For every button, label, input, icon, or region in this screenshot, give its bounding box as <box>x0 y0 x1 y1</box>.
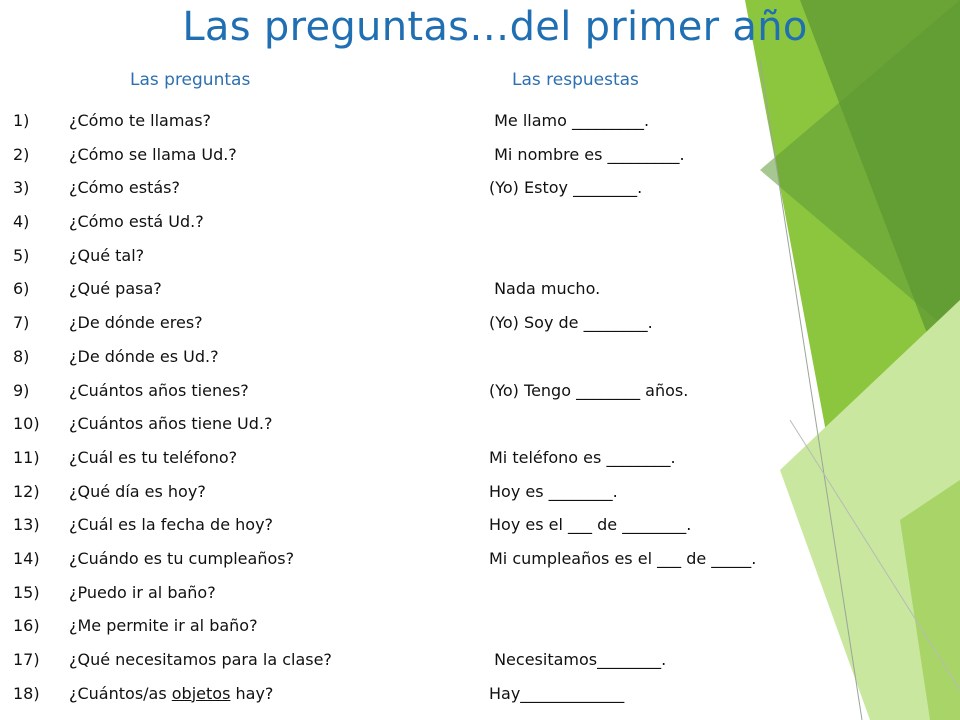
page-title: Las preguntas…del primer año <box>182 4 808 50</box>
question-text: ¿Qué tal? <box>69 245 145 265</box>
item-number: 6) <box>13 279 30 299</box>
answer-text: Mi teléfono es ________. <box>489 447 676 467</box>
answer-text: Mi nombre es _________. <box>489 144 685 164</box>
item-number: 16) <box>13 616 40 636</box>
list-item <box>0 482 900 516</box>
item-number: 3) <box>13 178 30 198</box>
question-text: ¿Cómo estás? <box>69 178 180 198</box>
list-item <box>0 178 900 212</box>
list-item <box>0 347 900 381</box>
item-number: 8) <box>13 346 30 366</box>
list-item <box>0 616 900 650</box>
answer-text: Necesitamos________. <box>489 650 667 669</box>
question-text: ¿Puedo ir al baño? <box>69 582 216 602</box>
question-text: ¿Cuándo es tu cumpleaños? <box>69 548 295 568</box>
item-number: 9) <box>13 380 30 400</box>
item-number: 11) <box>13 447 40 467</box>
question-text: ¿Me permite ir al baño? <box>69 616 258 636</box>
question-text: ¿Cuántos años tienes? <box>69 380 249 400</box>
question-text: ¿De dónde eres? <box>69 313 203 333</box>
question-text: ¿Cuál es la fecha de hoy? <box>69 515 274 535</box>
answer-text: (Yo) Tengo ________ años. <box>489 380 689 400</box>
item-number: 12) <box>13 481 40 501</box>
item-number: 14) <box>13 548 40 568</box>
question-text-end: hay? <box>230 683 274 703</box>
question-text: ¿Cuántos años tiene Ud.? <box>69 414 273 434</box>
item-number: 10) <box>13 414 40 434</box>
answer-text: Nada mucho. <box>489 279 601 299</box>
answer-text: Hay_____________ <box>489 683 625 703</box>
item-number: 17) <box>13 650 40 669</box>
item-number: 7) <box>13 313 30 333</box>
question-text: ¿Qué día es hoy? <box>69 481 206 501</box>
item-number: 5) <box>13 245 30 265</box>
list-item <box>0 313 900 347</box>
answer-text: (Yo) Soy de ________. <box>489 313 653 333</box>
item-number: 1) <box>13 111 30 130</box>
list-item <box>0 246 900 280</box>
list-item <box>0 515 900 549</box>
answer-text: Mi cumpleaños es el ___ de _____. <box>489 548 757 568</box>
underlined-word: objetos <box>171 683 231 703</box>
list-item <box>0 650 900 684</box>
answer-text: Me llamo _________. <box>489 111 650 130</box>
question-text: ¿Cómo se llama Ud.? <box>69 144 237 164</box>
item-number: 2) <box>13 144 30 164</box>
item-number: 13) <box>13 515 40 535</box>
item-number: 15) <box>13 582 40 602</box>
list-item <box>0 414 900 448</box>
question-text: ¿De dónde es Ud.? <box>69 346 219 366</box>
item-number: 4) <box>13 212 30 232</box>
answer-text: Hoy es el ___ de ________. <box>489 515 692 535</box>
header-respuestas: Las respuestas <box>512 70 639 90</box>
list-item <box>0 111 900 145</box>
list-item <box>0 145 900 179</box>
list-item <box>0 212 900 246</box>
answer-text: Hoy es ________. <box>489 481 618 501</box>
question-list <box>0 111 900 717</box>
list-item <box>0 279 900 313</box>
header-preguntas: Las preguntas <box>130 70 251 90</box>
question-text <box>69 684 273 703</box>
question-text: ¿Cómo te llamas? <box>69 111 212 130</box>
item-number: 18) <box>13 683 40 703</box>
list-item <box>0 448 900 482</box>
question-text: ¿Qué pasa? <box>69 279 162 299</box>
list-item <box>0 549 900 583</box>
question-text: ¿Cuál es tu teléfono? <box>69 447 238 467</box>
question-text-start: ¿Cuántos/as <box>69 683 172 703</box>
list-item <box>0 381 900 415</box>
question-text: ¿Qué necesitamos para la clase? <box>69 650 332 669</box>
list-item <box>0 684 900 718</box>
answer-text: (Yo) Estoy ________. <box>489 178 643 198</box>
question-text: ¿Cómo está Ud.? <box>69 212 204 232</box>
list-item <box>0 583 900 617</box>
